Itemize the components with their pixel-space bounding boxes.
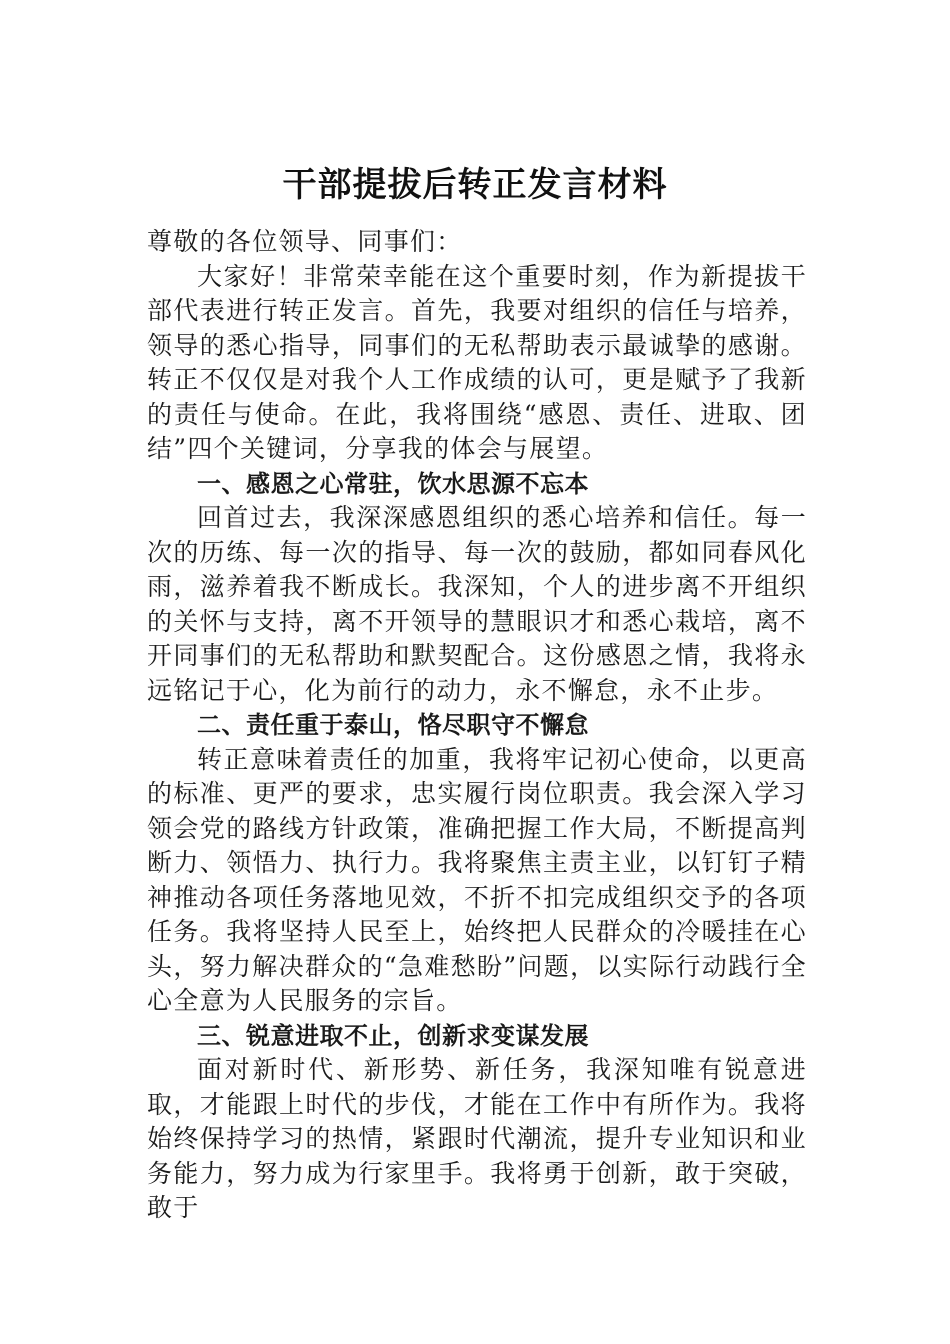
section-paragraph-2: 转正意味着责任的加重，我将牢记初心使命，以更高的标准、更严的要求，忠实履行岗位职责。我会深入学习领会党的路线方针政策，准确把握工作大局，不断提高判断力、领悟力、执行力。我将聚焦主责主业，以钉钉子精神推动各项任务落地见效，不折不扣完成组织交予的各项任务。我将坚持人民至上，始终把人民群众的冷暖挂在心头，努力解决群众的“急难愁盼”问题，以实际行动践行全心全意为人民服务的宗旨。 [147,744,807,1015]
section-heading-1: 一、感恩之心常驻，饮水思源不忘本 [197,469,589,498]
salutation: 尊敬的各位领导、同事们： [147,227,463,256]
section-paragraph-1: 回首过去，我深深感恩组织的悉心培养和信任。每一次的历练、每一次的指导、每一次的鼓励，都如同春风化雨，滋养着我不断成长。我深知，个人的进步离不开组织的关怀与支持，离不开领导的慧眼识才和悉心栽培，离不开同事们的无私帮助和默契配合。这份感恩之情，我将永远铭记于心，化为前行的动力，永不懈怠，永不止步。 [147,503,807,705]
document-title: 干部提拔后转正发言材料 [282,165,668,205]
section-heading-3: 三、锐意进取不止，创新求变谋发展 [197,1021,589,1050]
section-paragraph-3: 面对新时代、新形势、新任务，我深知唯有锐意进取，才能跟上时代的步伐，才能在工作中有所作为。我将始终保持学习的热情，紧跟时代潮流，提升专业知识和业务能力，努力成为行家里手。我将勇于创新，敢于突破，敢于 [147,1055,807,1222]
document-body [147,225,807,1226]
section-heading-2: 二、责任重于泰山，恪尽职守不懈怠 [197,711,589,739]
intro-paragraph: 大家好！非常荣幸能在这个重要时刻，作为新提拔干部代表进行转正发言。首先，我要对组织的信任与培养，领导的悉心指导，同事们的无私帮助表示最诚挚的感谢。转正不仅仅是对我个人工作成绩的认可，更是赋予了我新的责任与使命。在此，我将围绕“感恩、责任、进取、团结”四个关键词，分享我的体会与展望。 [147,261,807,463]
